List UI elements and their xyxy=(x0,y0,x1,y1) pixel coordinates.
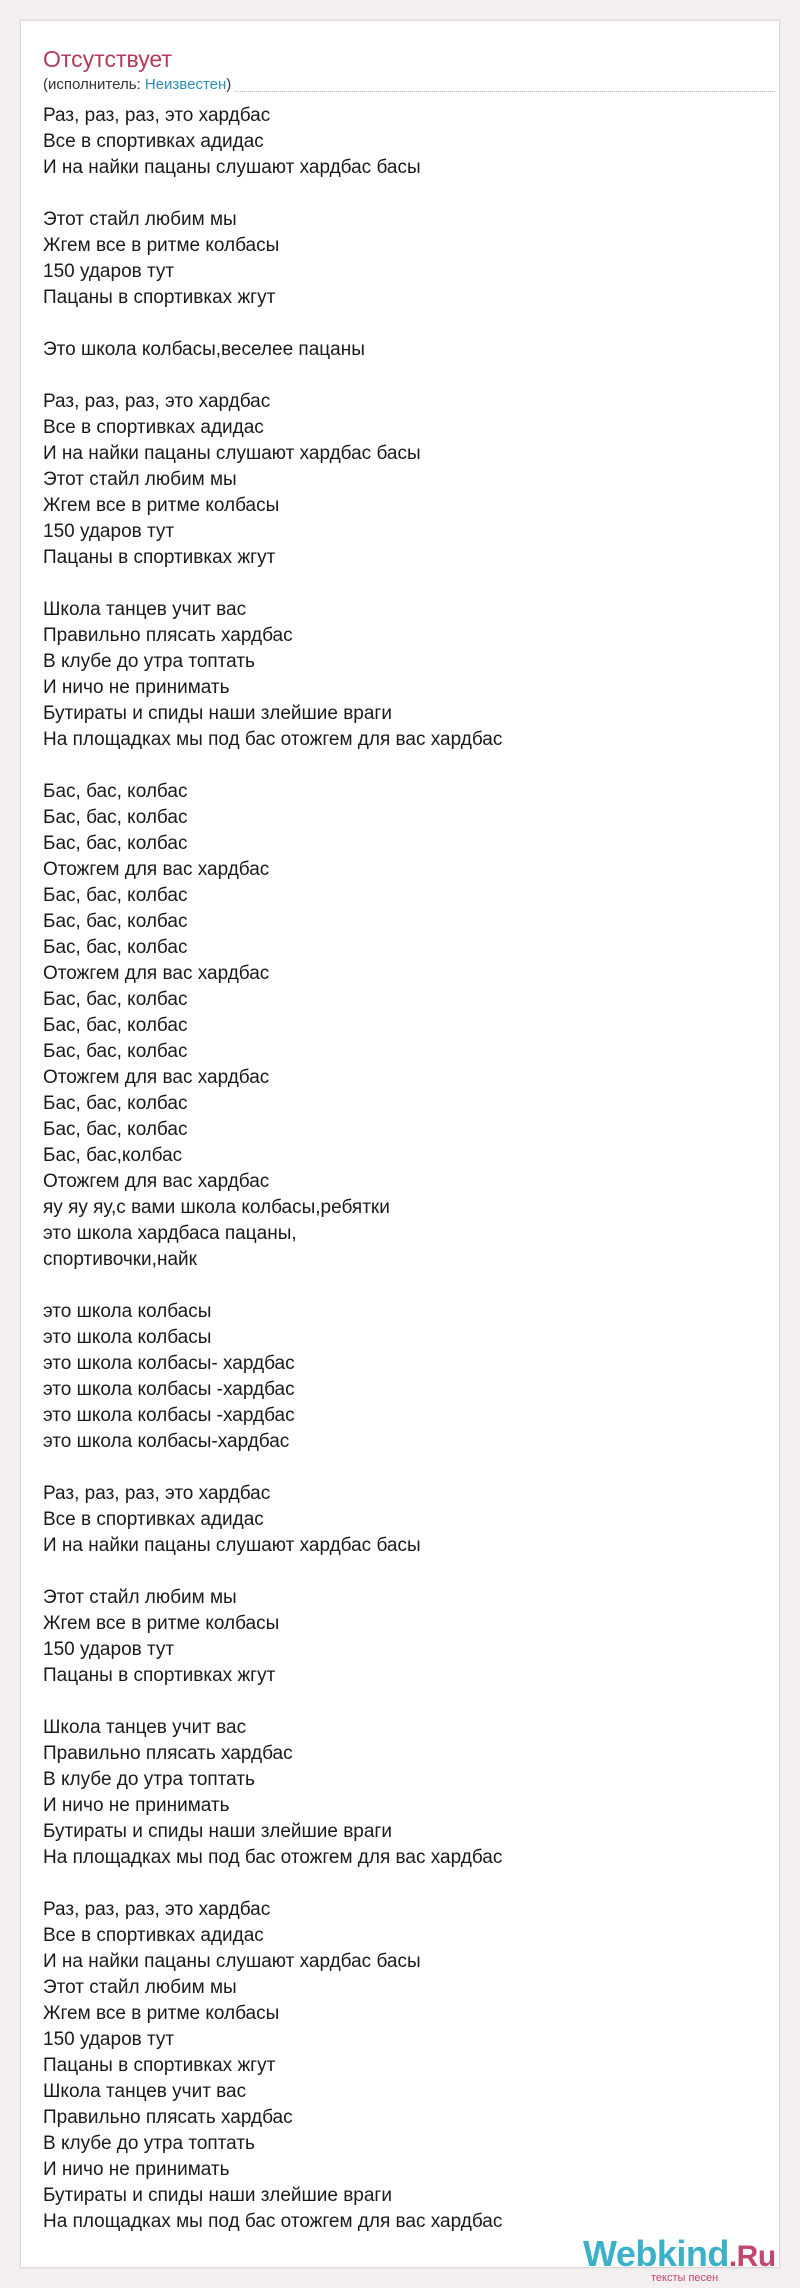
lyric-line: И на найки пацаны слушают хардбас басы xyxy=(43,1951,421,1972)
lyric-blank-line xyxy=(43,571,763,597)
lyric-line: Бас, бас,колбас xyxy=(43,1145,183,1166)
lyric-line: Бас, бас, колбас xyxy=(43,807,188,828)
lyric-line: Бутираты и спиды наши злейшие враги xyxy=(43,2185,392,2206)
lyric-line: Все в спортивках адидас xyxy=(43,1925,264,1946)
lyric-line: И ничо не принимать xyxy=(43,677,230,698)
lyric-blank-line xyxy=(43,753,763,779)
lyrics-card xyxy=(20,20,780,2284)
lyric-line: Раз, раз, раз, это хардбас xyxy=(43,1899,271,1920)
lyric-line: В клубе до утра топтать xyxy=(43,651,255,672)
lyric-blank-line xyxy=(43,1273,763,1299)
lyric-line: яу яу яу,с вами школа колбасы,ребятки xyxy=(43,1197,390,1218)
lyric-blank-line xyxy=(43,311,763,337)
lyric-line: Жгем все в ритме колбасы xyxy=(43,495,280,516)
lyric-line: 150 ударов тут xyxy=(43,1639,175,1660)
lyric-line: Раз, раз, раз, это хардбас xyxy=(43,1483,271,1504)
lyric-line: Пацаны в спортивках жгут xyxy=(43,287,276,308)
lyric-line: спортивочки,найк xyxy=(43,1249,197,1270)
lyric-line: Бас, бас, колбас xyxy=(43,885,188,906)
lyric-line: Бас, бас, колбас xyxy=(43,1041,188,1062)
lyric-blank-line xyxy=(43,181,763,207)
lyric-line: Раз, раз, раз, это хардбас xyxy=(43,105,271,126)
lyric-line: 150 ударов тут xyxy=(43,261,175,282)
performer-line xyxy=(43,75,231,95)
lyric-line: Пацаны в спортивках жгут xyxy=(43,2055,276,2076)
lyric-line: Отожгем для вас хардбас xyxy=(43,963,270,984)
lyric-line: Раз, раз, раз, это хардбас xyxy=(43,391,271,412)
logo-tagline: тексты песен xyxy=(651,2272,719,2284)
lyric-line: Бас, бас, колбас xyxy=(43,1119,188,1140)
lyric-line: 150 ударов тут xyxy=(43,2029,175,2050)
lyric-line: это школа колбасы-хардбас xyxy=(43,1431,290,1452)
lyric-line: На площадках мы под бас отожгем для вас хардбас xyxy=(43,2211,503,2232)
title-divider xyxy=(235,91,775,92)
lyric-line: И ничо не принимать xyxy=(43,2159,230,2180)
lyric-line: Бас, бас, колбас xyxy=(43,989,188,1010)
lyric-line: Бас, бас, колбас xyxy=(43,1015,188,1036)
lyric-line: Бутираты и спиды наши злейшие враги xyxy=(43,1821,392,1842)
lyric-line: это школа колбасы -хардбас xyxy=(43,1405,295,1426)
lyric-line: Этот стайл любим мы xyxy=(43,469,237,490)
lyric-line: Все в спортивках адидас xyxy=(43,131,264,152)
lyric-line: это школа колбасы xyxy=(43,1327,212,1348)
performer-prefix: (исполнитель: xyxy=(43,76,145,93)
lyric-line: Бас, бас, колбас xyxy=(43,781,188,802)
lyric-line: это школа колбасы -хардбас xyxy=(43,1379,295,1400)
lyric-line: И на найки пацаны слушают хардбас басы xyxy=(43,157,421,178)
lyric-line: Отожгем для вас хардбас xyxy=(43,1067,270,1088)
lyric-line: Школа танцев учит вас xyxy=(43,2081,247,2102)
lyric-line: Этот стайл любим мы xyxy=(43,1977,237,1998)
lyric-line: На площадках мы под бас отожгем для вас хардбас xyxy=(43,729,503,750)
lyric-line: Жгем все в ритме колбасы xyxy=(43,2003,280,2024)
performer-suffix: ) xyxy=(226,76,232,93)
lyric-line: это школа колбасы xyxy=(43,1301,212,1322)
lyric-line: И ничо не принимать xyxy=(43,1795,230,1816)
artist-link[interactable]: Неизвестен xyxy=(144,76,227,93)
lyric-line: И на найки пацаны слушают хардбас басы xyxy=(43,443,421,464)
lyric-line: В клубе до утра топтать xyxy=(43,2133,255,2154)
lyric-line: Жгем все в ритме колбасы xyxy=(43,1613,280,1634)
lyric-blank-line xyxy=(43,363,763,389)
lyric-line: Правильно плясать хардбас xyxy=(43,2107,293,2128)
lyric-line: Правильно плясать хардбас xyxy=(43,625,293,646)
lyric-blank-line xyxy=(43,1455,763,1481)
lyric-blank-line xyxy=(43,1871,763,1897)
lyric-blank-line xyxy=(43,1689,763,1715)
lyric-line: Все в спортивках адидас xyxy=(43,1509,264,1530)
lyric-line: Бас, бас, колбас xyxy=(43,833,188,854)
lyric-line: Бас, бас, колбас xyxy=(43,937,188,958)
lyric-line: Школа танцев учит вас xyxy=(43,1717,247,1738)
lyric-line: Этот стайл любим мы xyxy=(43,1587,237,1608)
lyric-line: Этот стайл любим мы xyxy=(43,209,237,230)
lyric-line: Все в спортивках адидас xyxy=(43,417,264,438)
lyric-line: Бас, бас, колбас xyxy=(43,911,188,932)
lyric-line: Отожгем для вас хардбас xyxy=(43,859,270,880)
lyric-line: 150 ударов тут xyxy=(43,521,175,542)
lyric-line: Школа танцев учит вас xyxy=(43,599,247,620)
lyric-line: Жгем все в ритме колбасы xyxy=(43,235,280,256)
song-title: Отсутствует xyxy=(43,46,172,72)
lyric-line: И на найки пацаны слушают хардбас басы xyxy=(43,1535,421,1556)
lyric-line: это школа хардбаса пацаны, xyxy=(43,1223,297,1244)
lyric-line: Бутираты и спиды наши злейшие враги xyxy=(43,703,392,724)
lyric-line: На площадках мы под бас отожгем для вас хардбас xyxy=(43,1847,503,1868)
webkind-logo[interactable] xyxy=(583,2234,783,2284)
lyric-line: Бас, бас, колбас xyxy=(43,1093,188,1114)
logo-domain-text: .Ru xyxy=(728,2240,776,2273)
logo-wordmark xyxy=(583,2234,776,2277)
lyrics-text xyxy=(43,103,763,2235)
lyric-line: Правильно плясать хардбас xyxy=(43,1743,293,1764)
lyric-line: Отожгем для вас хардбас xyxy=(43,1171,270,1192)
lyric-line: В клубе до утра топтать xyxy=(43,1769,255,1790)
logo-main-text: Webkind xyxy=(583,2233,729,2274)
lyric-line: Это школа колбасы,веселее пацаны xyxy=(43,339,365,360)
lyric-blank-line xyxy=(43,1559,763,1585)
lyric-line: это школа колбасы- хардбас xyxy=(43,1353,295,1374)
lyric-line: Пацаны в спортивках жгут xyxy=(43,1665,276,1686)
lyric-line: Пацаны в спортивках жгут xyxy=(43,547,276,568)
